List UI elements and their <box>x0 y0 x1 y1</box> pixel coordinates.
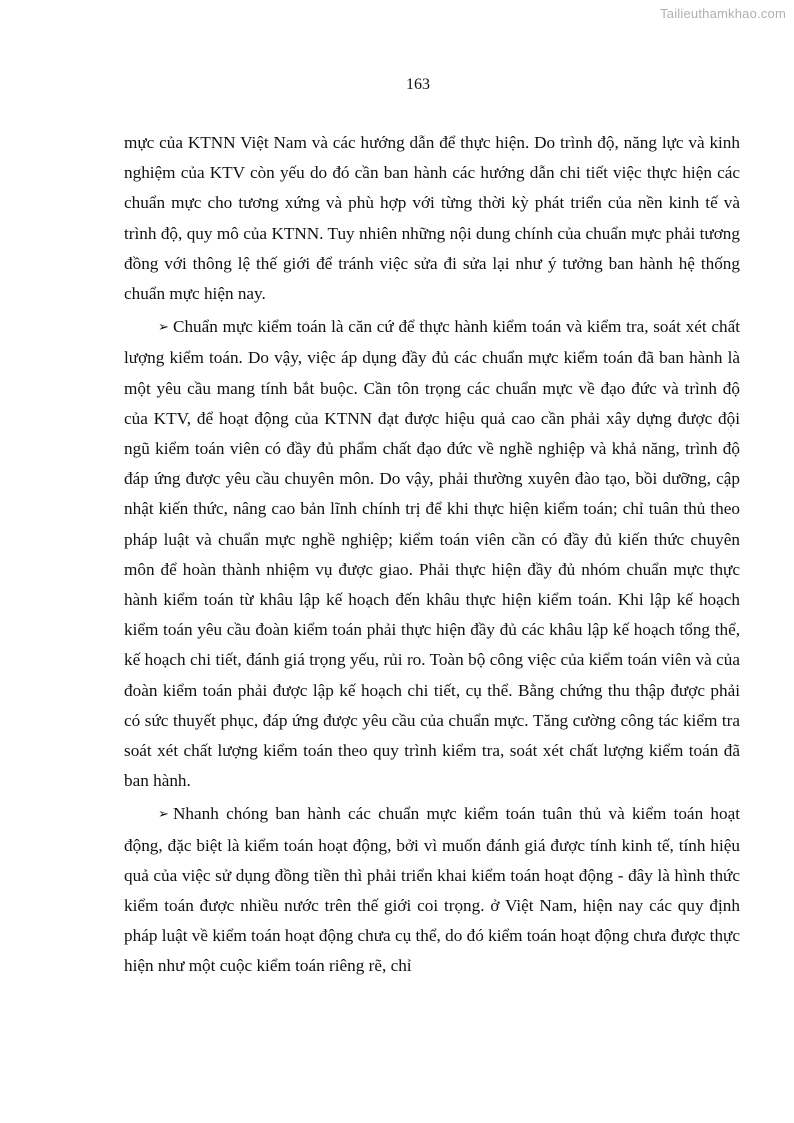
page-number: 163 <box>406 76 430 93</box>
paragraph-text: Chuẩn mực kiểm toán là căn cứ để thực hành kiểm toán và kiểm tra, soát xét chất lượng kiểm toán. Do vậy, việc áp dụng đầy đủ các chuẩn mực kiểm toán đã ban hành là một yêu cầu mang tính bắt buộc. Cần tôn trọng các chuẩn mực về đạo đức và trình độ của KTV, để hoạt động của KTNN đạt được hiệu quả cao cần phải xây dựng được đội ngũ kiểm toán viên có đầy đủ phẩm chất đạo đức về nghề nghiệp và khả năng, trình độ đáp ứng được yêu cầu chuyên môn. Do vậy, phải thường xuyên đào tạo, bồi dưỡng, cập nhật kiến thức, nâng cao bản lĩnh chính trị để khi thực hiện kiểm toán; chỉ tuân thủ theo pháp luật và chuẩn mực nghề nghiệp; kiểm toán viên cần có đầy đủ kiến thức chuyên môn để hoàn thành nhiệm vụ được giao. Phải thực hiện đầy đủ nhóm chuẩn mực thực hành kiểm toán từ khâu lập kế hoạch đến khâu thực hiện kiểm toán. Khi lập kế hoạch kiểm toán yêu cầu đoàn kiểm toán phải thực hiện đầy đủ các khâu lập kế hoạch tổng thể, kế hoạch chi tiết, đánh giá trọng yếu, rủi ro. Toàn bộ công việc của kiểm toán viên và của đoàn kiểm toán phải được lập kế hoạch chi tiết, cụ thể. Bằng chứng thu thập được phải có sức thuyết phục, đáp ứng được yêu cầu của chuẩn mực. Tăng cường công tác kiểm tra soát xét chất lượng kiểm toán theo quy trình kiểm tra, soát xét chất lượng kiểm toán đã ban hành. <box>124 317 740 791</box>
arrow-bullet-icon: ➢ <box>158 807 169 823</box>
document-body <box>124 128 740 982</box>
bullet-paragraph <box>124 312 740 796</box>
paragraph <box>124 128 740 309</box>
paragraph-text: mực của KTNN Việt Nam và các hướng dẫn để thực hiện. Do trình độ, năng lực và kinh nghiệm của KTV còn yếu do đó cần ban hành các hướng dẫn chi tiết việc thực hiện các chuẩn mực cho tương xứng và phù hợp với từng thời kỳ phát triển của nền kinh tế và trình độ, quy mô của KTNN. Tuy nhiên những nội dung chính của chuẩn mực phải tương đồng với thông lệ thế giới để tránh việc sửa đi sửa lại như ý tưởng ban hành hệ thống chuẩn mực hiện nay. <box>124 133 740 304</box>
bullet-paragraph <box>124 799 740 981</box>
arrow-bullet-icon: ➢ <box>158 320 169 336</box>
watermark: Tailieuthamkhao.com <box>660 6 786 21</box>
paragraph-text: Nhanh chóng ban hành các chuẩn mực kiểm toán tuân thủ và kiểm toán hoạt động, đặc biệt là kiểm toán hoạt động, bởi vì muốn đánh giá được tính kinh tế, tính hiệu quả của việc sử dụng đồng tiền thì phải triển khai kiểm toán hoạt động - đây là hình thức kiểm toán được nhiều nước trên thế giới coi trọng. ở Việt Nam, hiện nay các quy định pháp luật về kiểm toán hoạt động chưa cụ thể, do đó kiểm toán hoạt động chưa được thực hiện như một cuộc kiểm toán riêng rẽ, chỉ <box>124 804 740 976</box>
